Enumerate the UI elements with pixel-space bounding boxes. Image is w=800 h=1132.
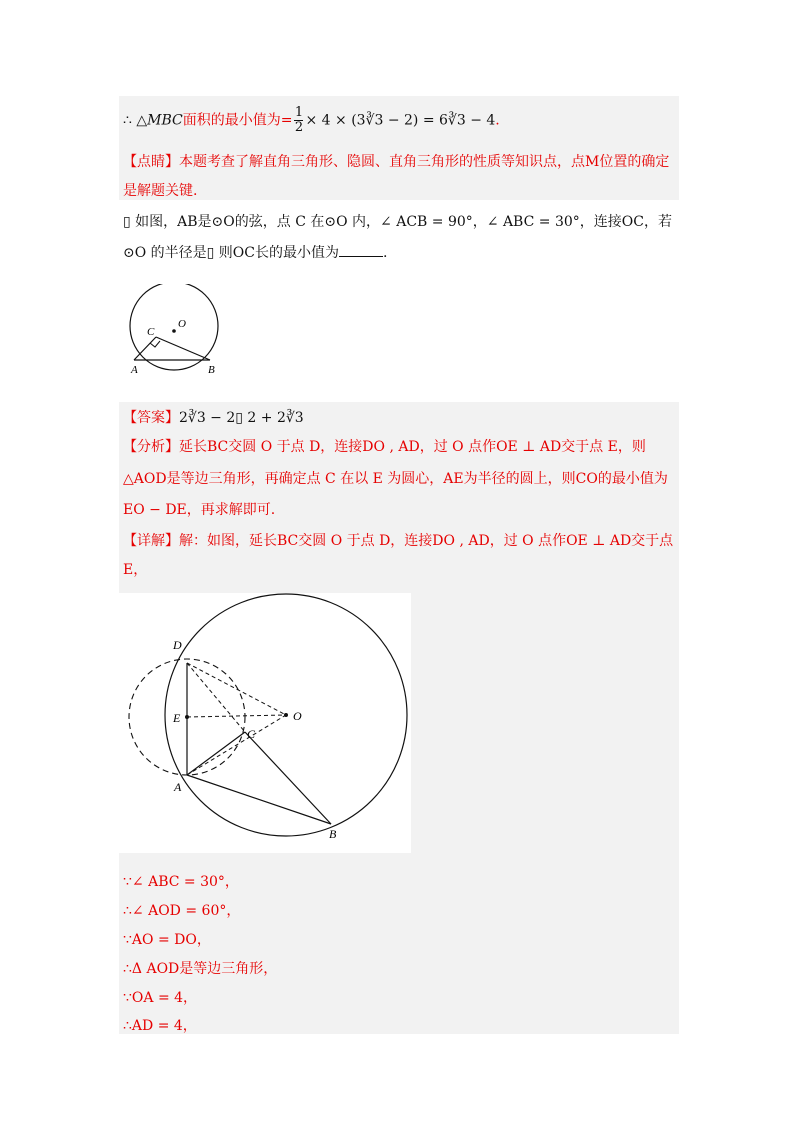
detail-line-2: E， (123, 562, 148, 578)
conclusion-line: ∴ △MBC面积的最小值为= $\frac{1}{2}$ × 4 × (3∛3 − 2) = 6∛3 − 4. (123, 105, 500, 135)
analysis-line-2: △AOD是等边三角形，再确定点 C 在以 E 为圆心，AE为半径的圆上，则CO的最小值为 (123, 471, 668, 487)
area-expression: × 4 × (3∛3 − 2) = 6∛3 − 4 (305, 112, 496, 129)
label-c2: C (247, 727, 256, 741)
analysis-line-3: EO − DE，再求解即可. (123, 502, 276, 518)
problem-figure (122, 284, 232, 379)
step-5: ∵OA = 4， (123, 990, 198, 1006)
label-o2: O (293, 709, 302, 723)
problem-line-1: ▯ 如图，AB是⊙O的弦，点 C 在⊙O 内，∠ ACB = 90°，∠ ABC = 30°，连接OC，若 (123, 214, 672, 230)
detail-line-1: 【详解】解：如图，延长BC交圆 O 于点 D，连接DO , AD，过 O 点作OE ⊥ AD交于点 (123, 533, 674, 549)
step-6: ∴AD = 4， (123, 1018, 197, 1034)
step-3: ∵AO = DO， (123, 932, 211, 948)
step-4: ∴Δ AOD是等边三角形， (123, 961, 278, 977)
comment-line-2: 是解题关键. (123, 183, 198, 199)
label-a: A (131, 364, 138, 376)
answer-blank (339, 244, 383, 257)
therefore-triangle: ∴ △ (123, 112, 148, 129)
detail-figure (119, 593, 411, 853)
label-b2: B (329, 827, 337, 841)
analysis-line-1: 【分析】延长BC交圆 O 于点 D，连接DO , AD，过 O 点作OE ⊥ AD交于点 E，则 (123, 439, 646, 455)
label-a2: A (174, 780, 182, 794)
step-2: ∴∠ AOD = 60°， (123, 903, 241, 919)
label-c: C (147, 326, 155, 338)
answer-line: 【答案】2∛3 − 2▯ 2 + 2∛3 (123, 410, 304, 426)
comment-line-1: 【点睛】本题考查了解直角三角形、隐圆、直角三角形的性质等知识点，点M位置的确定 (123, 154, 670, 170)
min-area-text: 面积的最小值为= (182, 112, 293, 129)
problem-line-2: ⊙O 的半径是▯ 则OC长的最小值为 . (123, 245, 388, 261)
step-1: ∵∠ ABC = 30°， (123, 874, 239, 890)
label-o: O (178, 318, 186, 330)
label-e: E (173, 711, 181, 725)
answer-value: 2∛3 − 2▯ 2 + 2∛3 (179, 410, 304, 426)
label-b: B (208, 364, 215, 376)
label-d: D (173, 638, 182, 652)
one-half-fraction: $\frac{1}{2}$ (294, 105, 304, 135)
triangle-name: MBC (147, 112, 183, 129)
